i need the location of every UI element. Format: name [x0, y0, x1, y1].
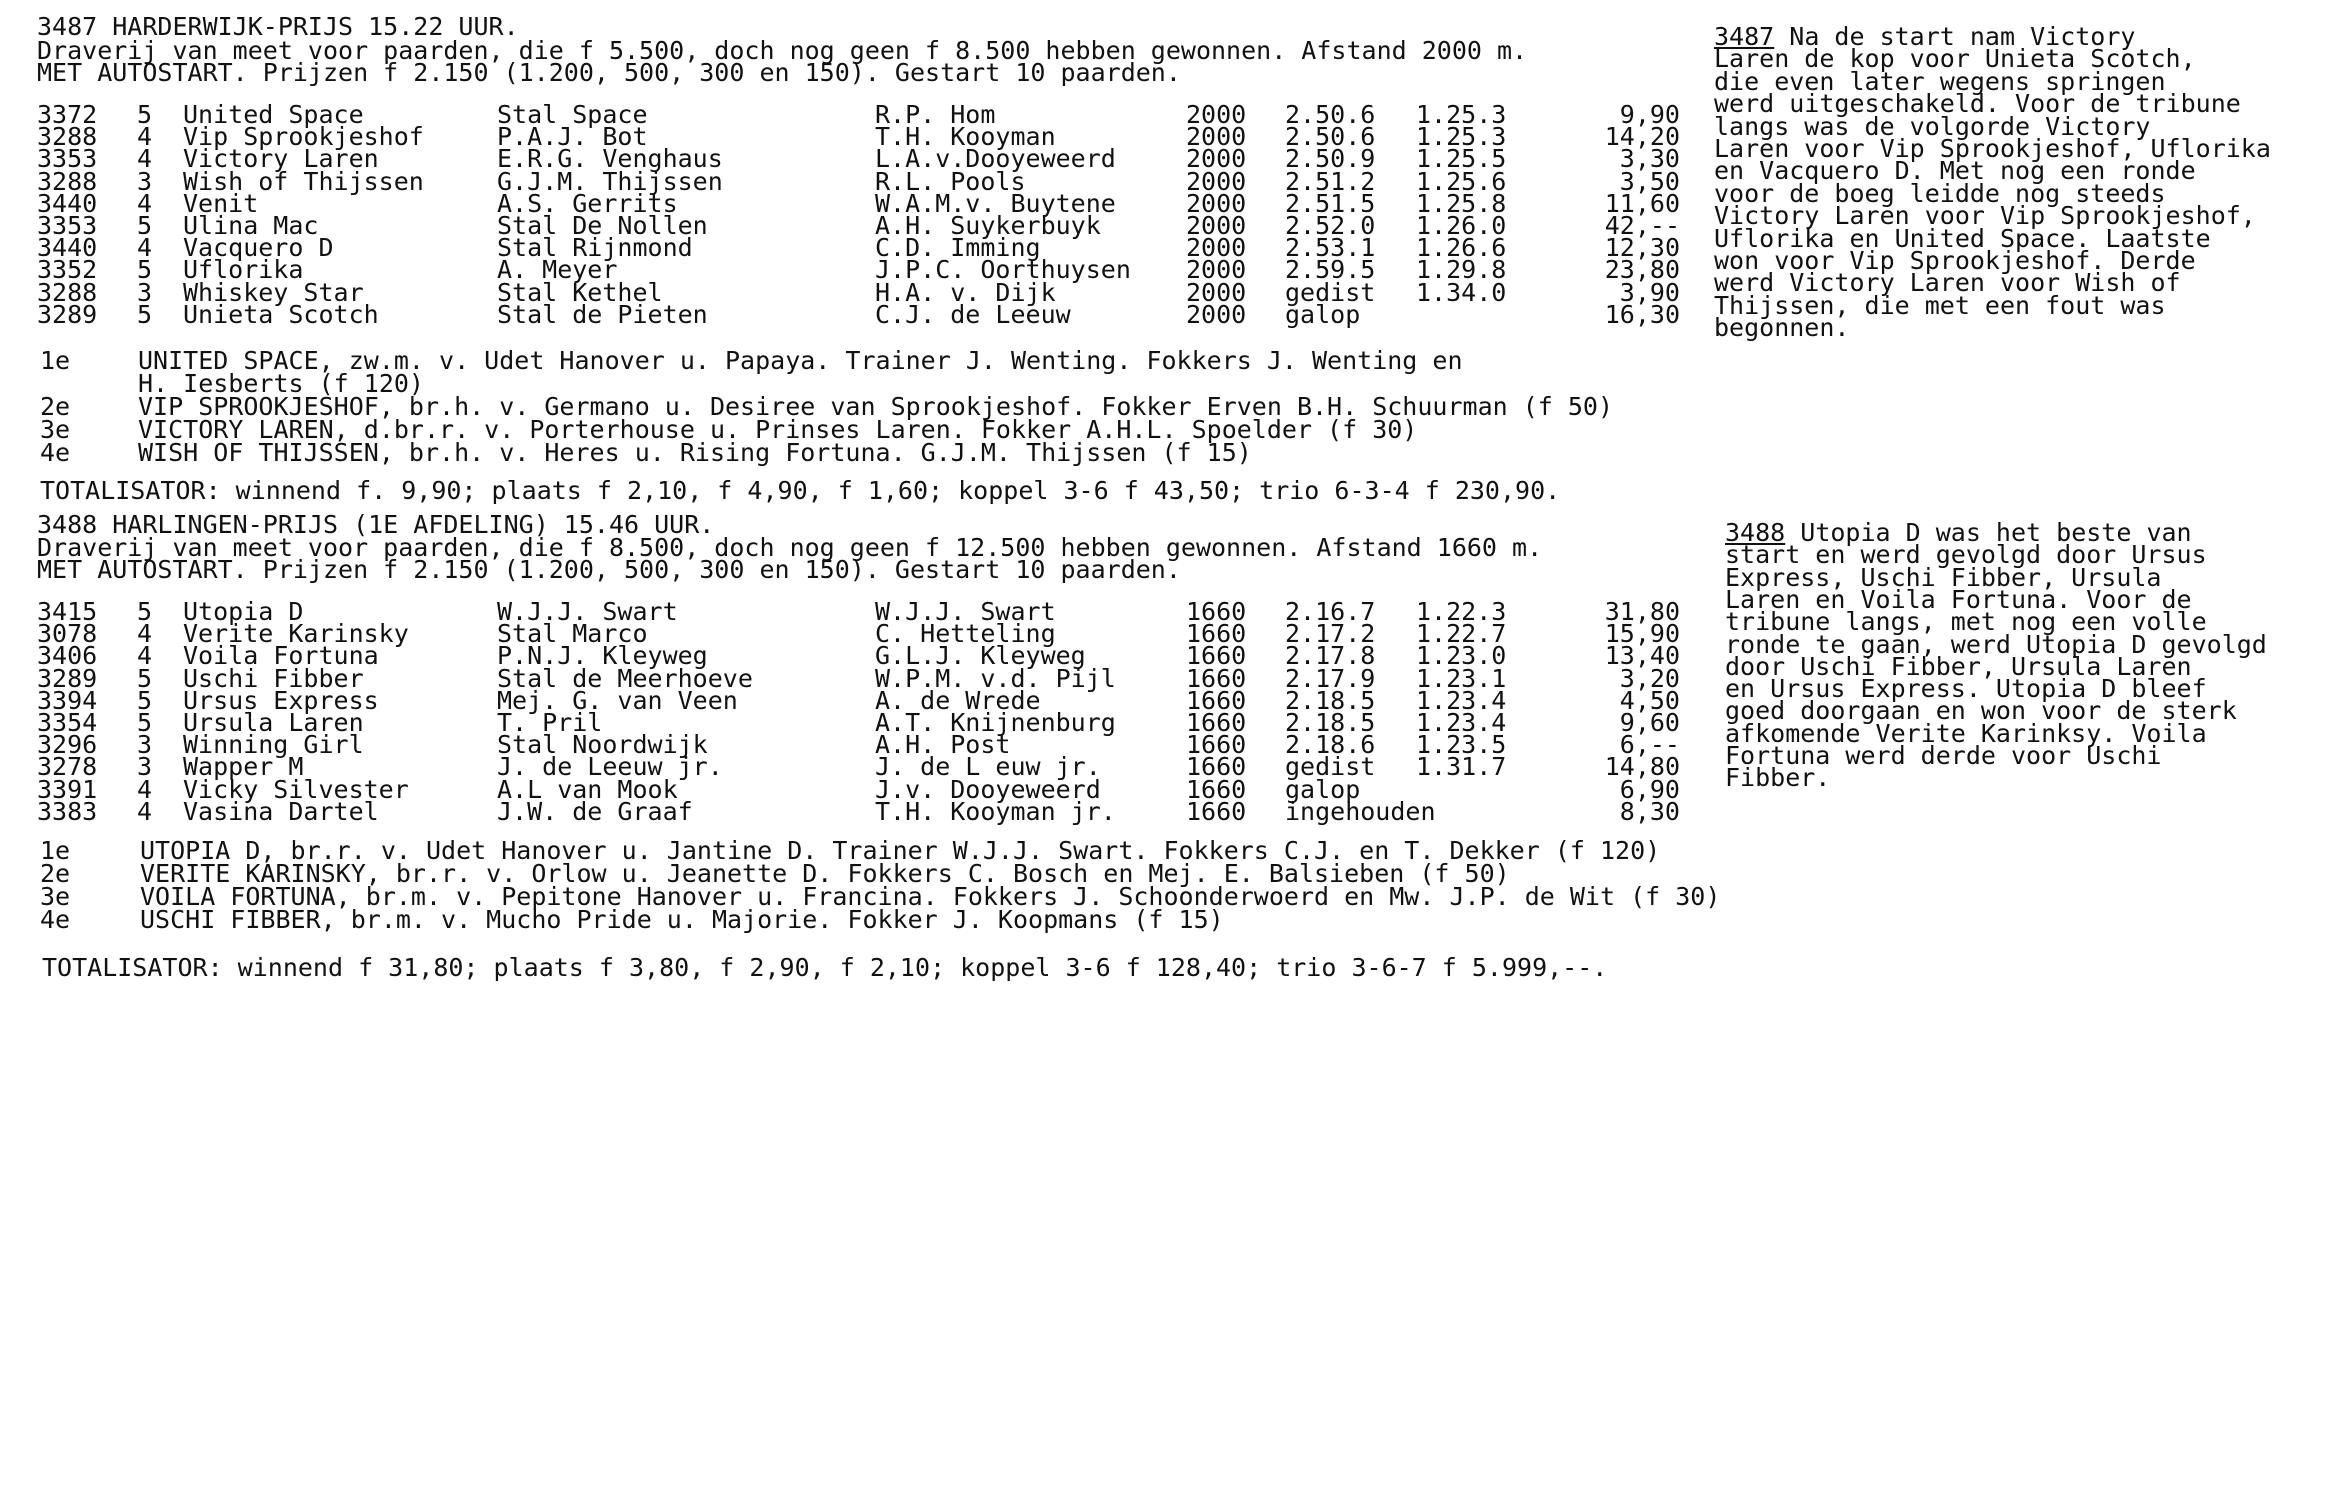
- race2-report-line: Utopia D was het beste van: [1785, 518, 2192, 547]
- race1-header: 3487 HARDERWIJK-PRIJS 15.22 UUR.: [37, 12, 519, 41]
- cell-horse: Wish of Thijssen: [183, 166, 424, 196]
- cell-horse: Voila Fortuna: [183, 641, 379, 671]
- placing-rank: 4e: [40, 905, 71, 934]
- cell-odds: 3,50: [1619, 166, 1680, 196]
- cell-odds: 16,30: [1604, 299, 1680, 329]
- report-line: Fortuna werd derde voor Uschi: [1725, 741, 2162, 770]
- cell-km: 1.22.7: [1416, 619, 1507, 649]
- cell-owner: Stal Marco: [497, 619, 648, 649]
- cell-horse: Vacquero D: [183, 233, 334, 263]
- placing-rank: 4e: [40, 438, 71, 467]
- cell-km: 1.23.1: [1416, 663, 1507, 693]
- cell-dist: 2000: [1186, 144, 1247, 174]
- cell-age: 5: [137, 663, 153, 693]
- placing-rank: 3e: [40, 882, 71, 911]
- cell-time: galop: [1285, 774, 1361, 804]
- placing-text: VICTORY LAREN, d.br.r. v. Porterhouse u. Prinses Laren. Fokker A.H.L. Spoelder (f 30): [138, 415, 1418, 444]
- cell-km: 1.23.4: [1416, 685, 1507, 715]
- cell-driver: A.H. Post: [875, 730, 1011, 760]
- placing-text: VERITE KARINSKY, br.r. v. Orlow u. Jeanette D. Fokkers C. Bosch en Mej. E. Balsieben (f 50): [140, 859, 1510, 888]
- cell-time: 2.50.9: [1285, 144, 1376, 174]
- cell-prev: 3353: [37, 211, 98, 240]
- cell-odds: 13,40: [1604, 641, 1680, 671]
- race1-start-info: MET AUTOSTART. Prijzen f 2.150 (1.200, 500, 300 en 150). Gestart 10 paarden.: [37, 58, 1181, 87]
- placing-text: H. Iesberts (f 120): [138, 369, 424, 398]
- cell-dist: 2000: [1186, 299, 1247, 329]
- placing-rank: 2e: [40, 392, 71, 421]
- race1-totalisator: TOTALISATOR: winnend f. 9,90; plaats f 2,10, f 4,90, f 1,60; koppel 3-6 f 43,50; trio 6-3-4 f 230,90.: [40, 476, 1561, 505]
- cell-horse: Winning Girl: [183, 730, 364, 760]
- report-line: ronde te gaan, werd Utopia D gevolgd: [1725, 629, 2267, 659]
- cell-owner: Stal Rijnmond: [497, 233, 693, 263]
- report-line: Victory Laren voor Vip Sprookjeshof,: [1714, 201, 2256, 231]
- cell-driver: A.H. Suykerbuyk: [875, 211, 1101, 240]
- cell-odds: 23,80: [1604, 255, 1680, 285]
- report-line: langs was de volgorde Victory: [1714, 111, 2151, 141]
- cell-time: 2.51.2: [1285, 166, 1376, 196]
- placing-text: USCHI FIBBER, br.m. v. Mucho Pride u. Majorie. Fokker J. Koopmans (f 15): [140, 905, 1224, 934]
- cell-owner: Stal De Nollen: [497, 211, 708, 240]
- cell-prev: 3289: [37, 299, 98, 329]
- cell-owner: Stal de Meerhoeve: [497, 663, 753, 693]
- cell-dist: 2000: [1186, 277, 1247, 307]
- cell-km: 1.23.4: [1416, 708, 1507, 737]
- cell-owner: G.J.M. Thijssen: [497, 166, 723, 196]
- cell-prev: 3352: [37, 255, 98, 285]
- cell-prev: 3406: [37, 641, 98, 671]
- cell-horse: Victory Laren: [183, 144, 379, 174]
- cell-odds: 9,90: [1619, 100, 1680, 129]
- cell-prev: 3383: [37, 796, 98, 826]
- cell-dist: 2000: [1186, 188, 1247, 218]
- cell-owner: Stal Noordwijk: [497, 730, 708, 760]
- cell-driver: J.P.C. Oorthuysen: [875, 255, 1131, 285]
- cell-dist: 1660: [1186, 597, 1247, 626]
- cell-horse: Verite Karinsky: [183, 619, 409, 649]
- cell-age: 4: [137, 619, 153, 649]
- cell-driver: L.A.v.Dooyeweerd: [875, 144, 1116, 174]
- cell-time: 2.50.6: [1285, 100, 1376, 129]
- report-line: Uflorika en United Space. Laatste: [1714, 223, 2211, 253]
- cell-driver: G.L.J. Kleyweg: [875, 641, 1086, 671]
- race2-report-number: 3488: [1725, 518, 1786, 547]
- report-line: werd Victory Laren voor Wish of: [1714, 268, 2181, 298]
- placing-rank: 3e: [40, 415, 71, 444]
- cell-horse: Vip Sprookjeshof: [183, 122, 424, 152]
- placing-rank: 2e: [40, 859, 71, 888]
- cell-age: 3: [137, 730, 153, 760]
- cell-km: 1.26.0: [1416, 211, 1507, 240]
- cell-dist: 1660: [1186, 774, 1247, 804]
- report-line: werd uitgeschakeld. Voor de tribune: [1714, 89, 2241, 119]
- cell-odds: 8,30: [1619, 796, 1680, 826]
- report-line: begonnen.: [1714, 313, 1850, 343]
- cell-dist: 2000: [1186, 211, 1247, 240]
- cell-prev: 3394: [37, 685, 98, 715]
- race2-header: 3488 HARLINGEN-PRIJS (1E AFDELING) 15.46 UUR.: [37, 510, 715, 539]
- cell-driver: T.H. Kooyman: [875, 122, 1056, 152]
- race1-conditions: Draverij van meet voor paarden, die f 5.500, doch nog geen f 8.500 hebben gewonnen. Afstand 2000 m.: [37, 36, 1528, 65]
- cell-age: 4: [137, 188, 153, 218]
- cell-owner: A. Meyer: [497, 255, 618, 285]
- cell-time: gedist: [1285, 277, 1376, 307]
- report-line: goed doorgaan en won voor de sterk: [1725, 696, 2237, 726]
- cell-age: 5: [137, 255, 153, 285]
- cell-prev: 3288: [37, 166, 98, 196]
- cell-horse: Uschi Fibber: [183, 663, 364, 693]
- cell-driver: A. de Wrede: [875, 685, 1041, 715]
- cell-km: 1.23.5: [1416, 730, 1507, 760]
- report-line: door Uschi Fibber, Ursula Laren: [1725, 651, 2192, 681]
- cell-horse: Venit: [183, 188, 259, 218]
- cell-age: 4: [137, 144, 153, 174]
- cell-driver: C.J. de Leeuw: [875, 299, 1071, 329]
- race2-conditions: Draverij van meet voor paarden, die f 8.500, doch nog geen f 12.500 hebben gewonnen. Afstand 1660 m.: [37, 533, 1543, 562]
- cell-time: 2.59.5: [1285, 255, 1376, 285]
- cell-owner: Stal de Pieten: [497, 299, 708, 329]
- cell-owner: T. Pril: [497, 708, 603, 737]
- cell-owner: Mej. G. van Veen: [497, 685, 738, 715]
- cell-time: 2.53.1: [1285, 233, 1376, 263]
- cell-owner: P.A.J. Bot: [497, 122, 648, 152]
- race2-totalisator: TOTALISATOR: winnend f 31,80; plaats f 3,80, f 2,90, f 2,10; koppel 3-6 f 128,40; trio 3-6-7 f 5.999,--.: [42, 953, 1608, 982]
- cell-driver: A.T. Knijnenburg: [875, 708, 1116, 737]
- report-line: Fibber.: [1725, 763, 1831, 793]
- cell-age: 4: [137, 774, 153, 804]
- cell-owner: A.L van Mook: [497, 774, 678, 804]
- cell-horse: Unieta Scotch: [183, 299, 379, 329]
- cell-odds: 31,80: [1604, 597, 1680, 626]
- cell-dist: 1660: [1186, 685, 1247, 715]
- cell-age: 5: [137, 597, 153, 626]
- report-line: en Vacquero D. Met nog een ronde: [1714, 156, 2196, 186]
- cell-km: 1.25.8: [1416, 188, 1507, 218]
- report-line: tribune langs, met nog een volle: [1725, 607, 2207, 637]
- cell-prev: 3288: [37, 277, 98, 307]
- cell-driver: T.H. Kooyman jr.: [875, 796, 1116, 826]
- cell-dist: 2000: [1186, 255, 1247, 285]
- cell-driver: J. de L euw jr.: [875, 752, 1101, 782]
- cell-owner: Stal Space: [497, 100, 648, 129]
- cell-odds: 4,50: [1619, 685, 1680, 715]
- cell-age: 4: [137, 796, 153, 826]
- cell-horse: Ulina Mac: [183, 211, 319, 240]
- report-line: start en werd gevolgd door Ursus: [1725, 540, 2207, 570]
- cell-horse: Ursula Laren: [183, 708, 364, 737]
- cell-odds: 9,60: [1619, 708, 1680, 737]
- report-line: en Ursus Express. Utopia D bleef: [1725, 674, 2207, 704]
- cell-horse: Whiskey Star: [183, 277, 364, 307]
- cell-prev: 3078: [37, 619, 98, 649]
- cell-dist: 1660: [1186, 796, 1247, 826]
- cell-odds: 3,90: [1619, 277, 1680, 307]
- cell-horse: Uflorika: [183, 255, 304, 285]
- cell-age: 4: [137, 122, 153, 152]
- placing-rank: 1e: [40, 346, 71, 375]
- cell-km: 1.25.3: [1416, 122, 1507, 152]
- report-line: won voor Vip Sprookjeshof. Derde: [1714, 246, 2196, 275]
- report-line: Laren de kop voor Unieta Scotch,: [1714, 44, 2196, 74]
- placing-rank: 1e: [40, 836, 71, 865]
- cell-driver: W.J.J. Swart: [875, 597, 1056, 626]
- cell-time: 2.17.9: [1285, 663, 1376, 693]
- report-line: die even later wegens springen: [1714, 66, 2166, 96]
- cell-time: gedist: [1285, 752, 1376, 782]
- cell-time: 2.17.2: [1285, 619, 1376, 649]
- cell-time: ingehouden: [1285, 796, 1436, 826]
- report-line: Laren voor Vip Sprookjeshof, Uflorika: [1714, 134, 2271, 163]
- cell-odds: 3,20: [1619, 663, 1680, 693]
- cell-km: 1.25.5: [1416, 144, 1507, 174]
- cell-dist: 1660: [1186, 641, 1247, 671]
- cell-owner: J.W. de Graaf: [497, 796, 693, 826]
- cell-age: 3: [137, 166, 153, 196]
- cell-owner: A.S. Gerrits: [497, 188, 678, 218]
- report-line: Express, Uschi Fibber, Ursula: [1725, 562, 2162, 592]
- cell-dist: 2000: [1186, 122, 1247, 152]
- cell-prev: 3289: [37, 663, 98, 693]
- cell-time: 2.16.7: [1285, 597, 1376, 626]
- cell-horse: United Space: [183, 100, 364, 129]
- cell-prev: 3440: [37, 233, 98, 263]
- cell-prev: 3391: [37, 774, 98, 804]
- cell-owner: Stal Kethel: [497, 277, 663, 307]
- cell-prev: 3372: [37, 100, 98, 129]
- cell-driver: R.L. Pools: [875, 166, 1026, 196]
- cell-km: 1.29.8: [1416, 255, 1507, 285]
- cell-prev: 3440: [37, 188, 98, 218]
- cell-age: 3: [137, 277, 153, 307]
- cell-time: 2.18.6: [1285, 730, 1376, 760]
- report-line: voor de boeg leidde nog steeds: [1714, 178, 2166, 208]
- cell-odds: 15,90: [1604, 619, 1680, 649]
- placing-text: UNITED SPACE, zw.m. v. Udet Hanover u. Papaya. Trainer J. Wenting. Fokkers J. Wenting en: [138, 346, 1463, 375]
- cell-age: 4: [137, 233, 153, 263]
- cell-odds: 11,60: [1604, 188, 1680, 218]
- race1-report-line: Na de start nam Victory: [1774, 22, 2136, 51]
- report-line: Thijssen, die met een fout was: [1714, 290, 2166, 320]
- cell-owner: J. de Leeuw jr.: [497, 752, 723, 782]
- cell-odds: 14,80: [1604, 752, 1680, 782]
- cell-odds: 12,30: [1604, 233, 1680, 263]
- placing-text: VOILA FORTUNA, br.m. v. Pepitone Hanover u. Francina. Fokkers J. Schoonderwoerd en Mw. J.P. de Wit (f 30): [140, 882, 1721, 911]
- race1-report-number: 3487: [1714, 22, 1775, 51]
- cell-dist: 1660: [1186, 752, 1247, 782]
- cell-dist: 2000: [1186, 166, 1247, 196]
- cell-odds: 42,--: [1604, 211, 1680, 240]
- cell-driver: C.D. Imming: [875, 233, 1041, 263]
- cell-prev: 3415: [37, 597, 98, 626]
- cell-odds: 14,20: [1604, 122, 1680, 152]
- cell-dist: 1660: [1186, 619, 1247, 649]
- cell-time: 2.18.5: [1285, 708, 1376, 737]
- cell-horse: Vicky Silvester: [183, 774, 409, 804]
- cell-prev: 3353: [37, 144, 98, 174]
- cell-age: 5: [137, 708, 153, 737]
- cell-horse: Utopia D: [183, 597, 304, 626]
- cell-prev: 3278: [37, 752, 98, 782]
- cell-dist: 1660: [1186, 663, 1247, 693]
- cell-age: 5: [137, 299, 153, 329]
- cell-driver: H.A. v. Dijk: [875, 277, 1056, 307]
- cell-owner: W.J.J. Swart: [497, 597, 678, 626]
- cell-age: 3: [137, 752, 153, 782]
- cell-age: 4: [137, 641, 153, 671]
- cell-odds: 6,90: [1619, 774, 1680, 804]
- cell-km: 1.26.6: [1416, 233, 1507, 263]
- cell-prev: 3354: [37, 708, 98, 737]
- cell-prev: 3296: [37, 730, 98, 760]
- cell-time: galop: [1285, 299, 1361, 329]
- cell-odds: 3,30: [1619, 144, 1680, 174]
- placing-text: UTOPIA D, br.r. v. Udet Hanover u. Jantine D. Trainer W.J.J. Swart. Fokkers C.J. en T. Dekker (f 120): [140, 836, 1661, 865]
- cell-driver: W.A.M.v. Buytene: [875, 188, 1116, 218]
- cell-km: 1.31.7: [1416, 752, 1507, 782]
- placing-text: WISH OF THIJSSEN, br.h. v. Heres u. Rising Fortuna. G.J.M. Thijssen (f 15): [138, 438, 1252, 467]
- report-line: Laren en Voila Fortuna. Voor de: [1725, 584, 2192, 614]
- cell-dist: 2000: [1186, 233, 1247, 263]
- cell-time: 2.17.8: [1285, 641, 1376, 671]
- cell-owner: P.N.J. Kleyweg: [497, 641, 708, 671]
- cell-driver: J.v. Dooyeweerd: [875, 774, 1101, 804]
- cell-driver: W.P.M. v.d. Pijl: [875, 663, 1116, 693]
- cell-time: 2.50.6: [1285, 122, 1376, 152]
- cell-km: 1.34.0: [1416, 277, 1507, 307]
- cell-km: 1.25.6: [1416, 166, 1507, 196]
- cell-time: 2.51.5: [1285, 188, 1376, 218]
- cell-dist: 1660: [1186, 730, 1247, 760]
- cell-time: 2.18.5: [1285, 685, 1376, 715]
- cell-age: 5: [137, 100, 153, 129]
- cell-odds: 6,--: [1619, 730, 1680, 760]
- cell-age: 5: [137, 211, 153, 240]
- cell-km: 1.23.0: [1416, 641, 1507, 671]
- cell-horse: Wapper M: [183, 752, 304, 782]
- cell-horse: Vasina Dartel: [183, 796, 379, 826]
- cell-age: 5: [137, 685, 153, 715]
- report-line: afkomende Verite Karinksy. Voila: [1725, 718, 2207, 748]
- cell-km: 1.22.3: [1416, 597, 1507, 626]
- cell-driver: R.P. Hom: [875, 100, 996, 129]
- cell-owner: E.R.G. Venghaus: [497, 144, 723, 174]
- placing-text: VIP SPROOKJESHOF, br.h. v. Germano u. Desiree van Sprookjeshof. Fokker Erven B.H. Schuurman (f 50): [138, 392, 1614, 421]
- race2-start-info: MET AUTOSTART. Prijzen f 2.150 (1.200, 500, 300 en 150). Gestart 10 paarden.: [37, 555, 1181, 584]
- cell-dist: 2000: [1186, 100, 1247, 129]
- cell-time: 2.52.0: [1285, 211, 1376, 240]
- cell-prev: 3288: [37, 122, 98, 152]
- cell-horse: Ursus Express: [183, 685, 379, 715]
- cell-km: 1.25.3: [1416, 100, 1507, 129]
- cell-dist: 1660: [1186, 708, 1247, 737]
- cell-driver: C. Hetteling: [875, 619, 1056, 649]
